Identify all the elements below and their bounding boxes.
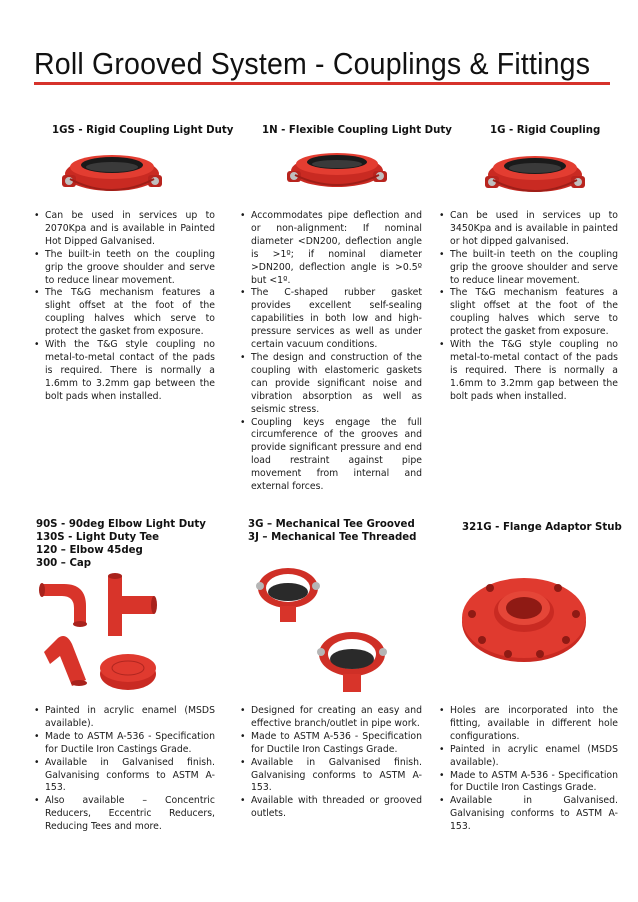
elbow-tee-cap-fittings-image bbox=[36, 572, 160, 698]
title-underline bbox=[34, 82, 610, 85]
bullet-list-1g bbox=[439, 210, 618, 404]
list-item: • Available in Galvanised. Galvanising conforms to ASTM A-153. bbox=[439, 795, 618, 834]
list-item: • With the T&G style coupling no metal-to-metal contact of the pads is required. There is normally a 1.6mm to 3.2mm gap between the bolt pads when installed. bbox=[439, 339, 618, 404]
section-title-321g: 321G - Flange Adaptor Stub bbox=[462, 522, 622, 533]
page-title: Roll Grooved System - Couplings & Fittings bbox=[34, 46, 591, 81]
rigid-coupling-image bbox=[479, 148, 591, 202]
bullet-list-mech-tee bbox=[240, 705, 422, 821]
title-line: 3J – Mechanical Tee Threaded bbox=[248, 532, 417, 543]
list-item: • The C-shaped rubber gasket provides excellent self-sealing capabilities in both low and high-pressure services as well as under certain vacuum conditions. bbox=[240, 287, 422, 352]
list-item: • Available in Galvanised finish. Galvanising conforms to ASTM A-153. bbox=[34, 757, 215, 796]
mechanical-tee-image bbox=[252, 562, 392, 698]
title-line: 90S - 90deg Elbow Light Duty bbox=[36, 519, 206, 530]
title-line: 130S - Light Duty Tee bbox=[36, 532, 160, 543]
list-item: • Also available – Concentric Reducers, Eccentric Reducers, Reducing Tees and more. bbox=[34, 795, 215, 834]
title-line: 300 – Cap bbox=[36, 558, 92, 569]
list-item: • Designed for creating an easy and effective branch/outlet in pipe work. bbox=[240, 705, 422, 731]
list-item: • The built-in teeth on the coupling grip the groove shoulder and serve to reduce linear movement. bbox=[439, 249, 618, 288]
rigid-coupling-light-duty-image bbox=[56, 145, 168, 201]
list-item: • The design and construction of the coupling with elastomeric gaskets can provide significant noise and vibration absorption as well as seismic stress. bbox=[240, 352, 422, 417]
list-item: • Made to ASTM A-536 - Specification for Ductile Iron Castings Grade. bbox=[439, 770, 618, 796]
list-item: • Available with threaded or grooved outlets. bbox=[240, 795, 422, 821]
list-item: • Painted in acrylic enamel (MSDS available). bbox=[34, 705, 215, 731]
flange-adaptor-stub-image bbox=[460, 572, 588, 664]
bullet-list-elbows bbox=[34, 705, 215, 834]
bullet-list-1n bbox=[240, 210, 422, 494]
list-item: • The built-in teeth on the coupling grip the groove shoulder and serve to reduce linear movement. bbox=[34, 249, 215, 288]
section-title-1g: 1G - Rigid Coupling bbox=[490, 125, 601, 136]
list-item: • Made to ASTM A-536 - Specification for Ductile Iron Castings Grade. bbox=[34, 731, 215, 757]
list-item: • Accommodates pipe deflection and or non-alignment: If nominal diameter <DN200, deflection angle is >1º; if nominal diameter >DN200, deflection angle is >0.5º but <1º. bbox=[240, 210, 422, 287]
title-line: 3G – Mechanical Tee Grooved bbox=[248, 519, 415, 530]
list-item: • Can be used in services up to 3450Kpa and is available in painted or hot dipped galvanised. bbox=[439, 210, 618, 249]
section-title-1n: 1N - Flexible Coupling Light Duty bbox=[262, 125, 452, 136]
flexible-coupling-light-duty-image bbox=[281, 145, 393, 195]
list-item: • The T&G mechanism features a slight offset at the foot of the coupling halves which serve to protect the gasket from exposure. bbox=[439, 287, 618, 339]
list-item: • Holes are incorporated into the fitting, available in different hole configurations. bbox=[439, 705, 618, 744]
bullet-list-321g bbox=[439, 705, 618, 834]
bullet-list-1gs bbox=[34, 210, 215, 404]
list-item: • The T&G mechanism features a slight offset at the foot of the coupling halves which serve to protect the gasket from exposure. bbox=[34, 287, 215, 339]
list-item: • Painted in acrylic enamel (MSDS available). bbox=[439, 744, 618, 770]
title-line: 120 – Elbow 45deg bbox=[36, 545, 143, 556]
list-item: • Coupling keys engage the full circumference of the grooves and provide significant pressure and end load restraint against pipe movement from internal and external forces. bbox=[240, 417, 422, 494]
section-title-mech-tee bbox=[248, 518, 416, 544]
list-item: • Made to ASTM A-536 - Specification for Ductile Iron Castings Grade. bbox=[240, 731, 422, 757]
section-title-1gs: 1GS - Rigid Coupling Light Duty bbox=[52, 125, 234, 136]
list-item: • Available in Galvanised finish. Galvanising conforms to ASTM A-153. bbox=[240, 757, 422, 796]
list-item: • Can be used in services up to 2070Kpa and is available in Painted Hot Dipped Galvanised. bbox=[34, 210, 215, 249]
list-item: • With the T&G style coupling no metal-to-metal contact of the pads is required. There is normally a 1.6mm to 3.2mm gap between the bolt pads when installed. bbox=[34, 339, 215, 404]
section-title-elbows bbox=[36, 518, 206, 570]
